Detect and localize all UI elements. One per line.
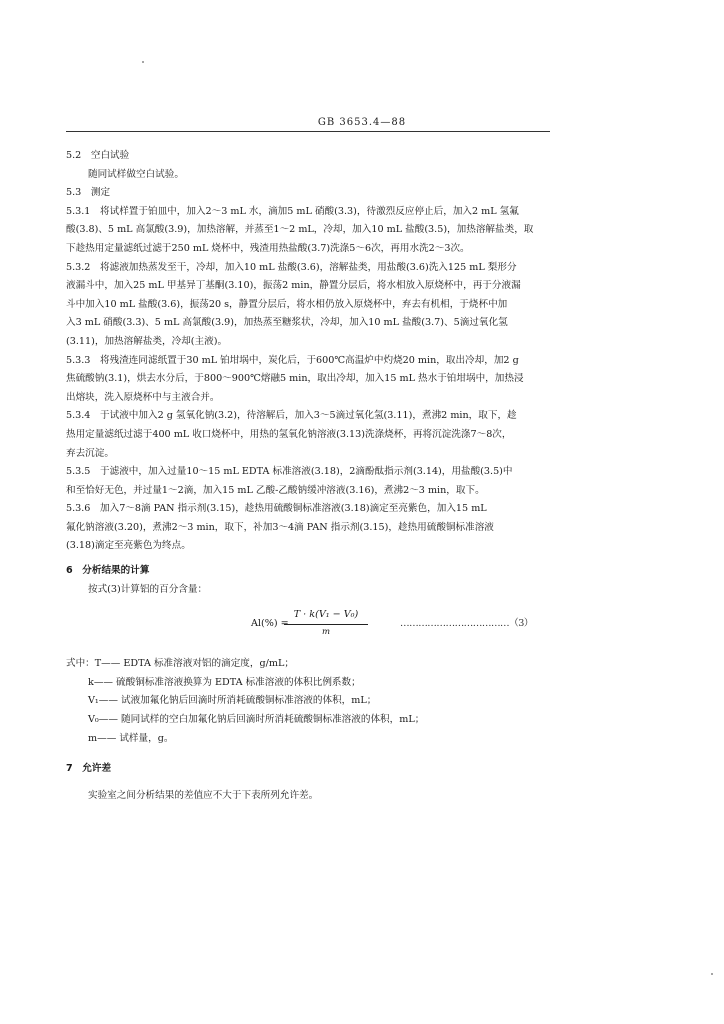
paragraph-5-3-3 [66, 352, 554, 408]
paragraph-line: 入3 mL 硝酸(3.3)、5 mL 高氯酸(3.9)，加热蒸至糖浆状，冷却，加入10 mL 盐酸(3.7)、5滴过氧化氢 [66, 317, 508, 329]
paragraph-line: 弃去沉淀。 [66, 447, 114, 459]
definition-line: 式中：T—— EDTA 标准溶液对铝的滴定度，g/mL； [66, 658, 294, 670]
document-body [66, 147, 554, 805]
section-5-2-body: 随同试样做空白试验。 [88, 168, 184, 180]
paragraph-line: 热用定量滤纸过滤于400 mL 收口烧杯中，用热的氢氧化钠溶液(3.13)洗涤烧杯，再将沉淀洗涤7～8次， [66, 428, 512, 440]
scan-speck [142, 61, 144, 63]
paragraph-line: 5.3.6 加入7～8滴 PAN 指示剂(3.15)，趁热用硫酸铜标准溶液(3.18)滴定至亮紫色，加入15 mL [66, 503, 487, 515]
paragraph-line: 下趁热用定量滤纸过滤于250 mL 烧杯中，残渣用热盐酸(3.7)洗涤5～6次，再用水洗2～3次。 [66, 242, 470, 254]
paragraph-line: 焦硫酸钠(3.1)，烘去水分后，于800～900℃熔融5 min，取出冷却，加入15 mL 热水于铂坩埚中，加热浸 [66, 373, 524, 385]
paragraph-line: (3.18)滴定至亮紫色为终点。 [66, 540, 191, 552]
paragraph-5-3-1 [66, 203, 554, 259]
formula-3 [66, 607, 554, 645]
standard-number-header: GB 3653.4—88 [317, 117, 407, 128]
paragraph-line: 5.3.3 将残渣连同滤纸置于30 mL 铂坩埚中，炭化后，于600℃高温炉中灼烧20 min，取出冷却，加2 g [66, 354, 519, 366]
paragraph-line: 5.3.2 将滤液加热蒸发至干，冷却，加入10 mL 盐酸(3.6)，溶解盐类，用盐酸(3.6)洗入125 mL 梨形分 [66, 261, 517, 273]
section-6-intro: 按式(3)计算铝的百分含量： [88, 583, 208, 595]
definition-line: V₀—— 随同试样的空白加氟化钠后回滴时所消耗硫酸铜标准溶液的体积，mL； [88, 714, 425, 726]
variable-definitions [66, 655, 554, 748]
definition-line: m—— 试样量，g。 [88, 732, 174, 744]
paragraph-line: 液漏斗中，加入25 mL 甲基异丁基酮(3.10)，振荡2 min，静置分层后，将水相放入原烧杯中，再于分液漏 [66, 280, 521, 292]
section-5-3-title: 5.3 测定 [66, 187, 111, 199]
paragraph-line: 酸(3.8)、5 mL 高氯酸(3.9)，加热溶解，并蒸至1～2 mL，冷却，加入10 mL 盐酸(3.5)，加热溶解盐类，取 [66, 224, 534, 236]
paragraph-line: 斗中加入10 mL 盐酸(3.6)，振荡20 s，静置分层后，将水相仍放入原烧杯中，弃去有机相，于烧杯中加 [66, 298, 508, 310]
section-6-title: 6 分析结果的计算 [66, 565, 150, 577]
header-rule [66, 131, 550, 132]
section-7-body: 实验室之间分析结果的差值应不大于下表所列允许差。 [88, 789, 319, 801]
paragraph-line: 氟化钠溶液(3.20)，煮沸2～3 min，取下，补加3～4滴 PAN 指示剂(3.15)，趁热用硫酸铜标准溶液 [66, 521, 494, 533]
paragraph-line: 和至恰好无色，并过量1～2滴，加入15 mL 乙酸-乙酸钠缓冲溶液(3.16)，煮沸2～3 min，取下。 [66, 484, 485, 496]
scan-speck [711, 973, 713, 975]
paragraph-line: 出熔块，洗入原烧杯中与主液合并。 [66, 391, 220, 403]
formula-numerator: T · k(V₁ − V₀) [284, 607, 368, 625]
paragraph-line: 5.3.4 于试液中加入2 g 氢氧化钠(3.2)，待溶解后，加入3～5滴过氧化氢(3.11)，煮沸2 min，取下，趁 [66, 410, 517, 422]
paragraph-5-3-4 [66, 407, 554, 463]
paragraph-line: (3.11)，加热溶解盐类，冷却(主液)。 [66, 335, 228, 347]
section-5-2-title: 5.2 空白试验 [66, 150, 130, 161]
paragraph-5-3-2 [66, 259, 554, 352]
definition-line: V₁—— 试液加氟化钠后回滴时所消耗硫酸铜标准溶液的体积，mL； [88, 695, 377, 707]
paragraph-5-3-5 [66, 463, 554, 500]
formula-number: ………………………………（3） [400, 618, 533, 630]
paragraph-5-3-6 [66, 500, 554, 556]
definition-line: k—— 硫酸铜标准溶液换算为 EDTA 标准溶液的体积比例系数； [88, 676, 361, 688]
section-7-title: 7 允许差 [66, 763, 112, 775]
paragraph-line: 5.3.5 于滤液中，加入过量10～15 mL EDTA 标准溶液(3.18)，2滴酚酞指示剂(3.14)，用盐酸(3.5)中 [66, 466, 513, 478]
formula-denominator: m [321, 627, 331, 638]
formula-lhs: Al(%) = [251, 618, 289, 630]
formula-fraction [284, 607, 368, 639]
paragraph-line: 5.3.1 将试样置于铂皿中，加入2～3 mL 水，滴加5 mL 硝酸(3.3)，待激烈反应停止后，加入2 mL 氢氟 [66, 205, 519, 217]
